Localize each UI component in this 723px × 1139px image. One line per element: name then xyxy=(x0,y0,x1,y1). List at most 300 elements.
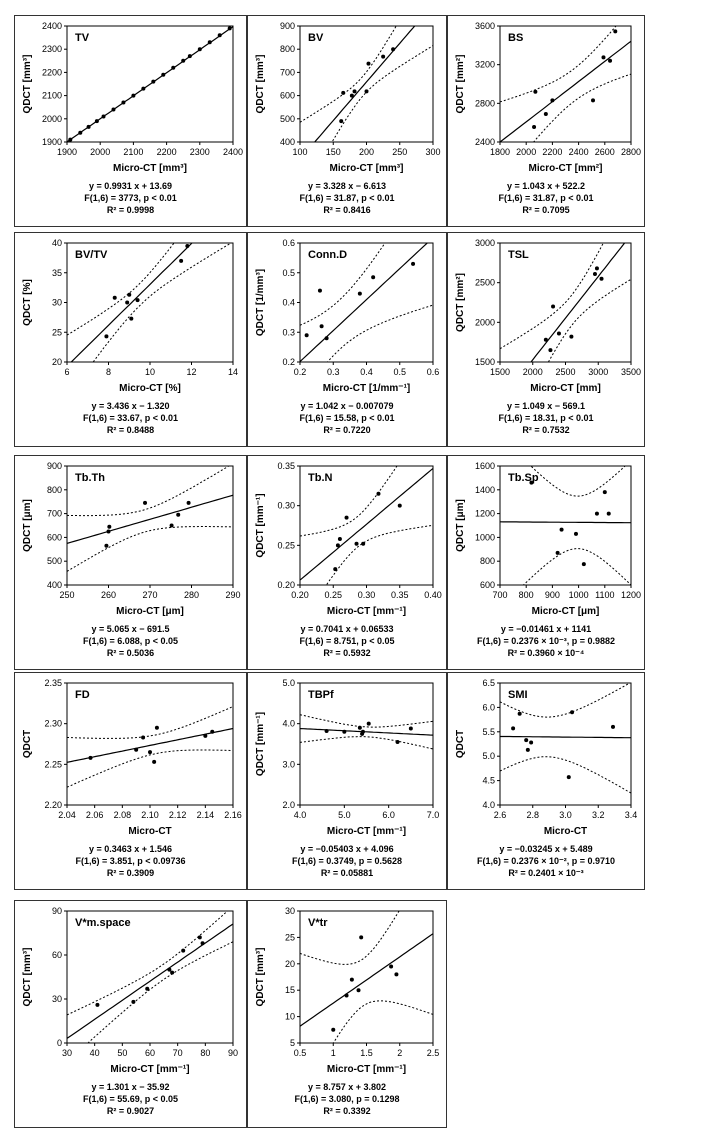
stats-eq: y = 1.049 x − 569.1 xyxy=(506,401,586,411)
data-point xyxy=(198,47,202,51)
y-tick-label: 700 xyxy=(279,67,295,78)
regression-stats xyxy=(15,400,246,436)
x-tick-label: 2200 xyxy=(542,147,563,157)
x-tick-label: 250 xyxy=(392,147,408,157)
data-point xyxy=(411,262,415,266)
data-point xyxy=(398,504,402,508)
x-tick-label: 4.0 xyxy=(293,810,307,820)
stats-f: F(1,6) = 3.080, p = 0.1298 xyxy=(294,1094,400,1104)
y-tick-label: 4.0 xyxy=(282,718,295,729)
y-tick-label: 1500 xyxy=(474,357,495,367)
x-axis-label: Micro-CT [1/mm⁻¹] xyxy=(322,383,411,394)
y-axis-label: QDCT [μm] xyxy=(455,499,466,552)
y-tick-label: 1400 xyxy=(474,484,495,495)
x-tick-label: 2.12 xyxy=(168,810,187,820)
chart-title: V*m.space xyxy=(75,917,131,929)
x-axis-label: Micro-CT [mm⁻¹] xyxy=(326,606,407,617)
stats-r2: R² = 0.3960 × 10⁻⁴ xyxy=(507,648,585,658)
x-tick-label: 2800 xyxy=(620,147,642,157)
y-tick-label: 500 xyxy=(46,556,62,567)
data-point xyxy=(582,562,586,566)
data-point xyxy=(361,730,365,734)
regression-stats xyxy=(248,1081,446,1117)
x-axis-label: Micro-CT [mm⁻¹] xyxy=(326,826,407,837)
stats-f: F(1,6) = 0.2376 × 10⁻², p = 0.9710 xyxy=(476,856,616,866)
y-tick-label: 600 xyxy=(479,580,495,590)
chart-panel xyxy=(14,232,247,447)
stats-eq: y = 0.7041 x + 0.06533 xyxy=(300,624,394,634)
confidence-band-upper xyxy=(500,8,631,102)
stats-r2: R² = 0.05881 xyxy=(320,868,374,878)
data-point xyxy=(325,729,329,733)
x-tick-label: 3.0 xyxy=(559,810,572,820)
data-point xyxy=(155,726,159,730)
y-tick-label: 800 xyxy=(46,484,62,495)
regression-stats xyxy=(15,180,246,216)
data-point xyxy=(188,54,192,58)
data-point xyxy=(591,98,595,102)
y-tick-label: 2000 xyxy=(474,317,495,328)
y-tick-label: 0.20 xyxy=(277,580,295,590)
x-tick-label: 1000 xyxy=(568,590,589,600)
y-tick-label: 1000 xyxy=(474,532,495,543)
stats-eq: y = 5.065 x − 691.5 xyxy=(91,624,170,634)
data-point xyxy=(361,542,365,546)
x-tick-label: 7.0 xyxy=(426,810,440,820)
data-point xyxy=(179,259,183,263)
y-tick-label: 3600 xyxy=(474,21,495,31)
plot-frame xyxy=(300,911,433,1043)
y-tick-label: 25 xyxy=(51,327,62,338)
x-tick-label: 800 xyxy=(518,590,534,600)
y-tick-label: 2000 xyxy=(41,113,62,124)
data-point xyxy=(396,740,400,744)
x-tick-label: 2.6 xyxy=(493,810,507,820)
stats-f: F(1,6) = 8.751, p < 0.05 xyxy=(299,636,395,646)
x-tick-label: 290 xyxy=(225,590,241,600)
data-point xyxy=(371,275,375,279)
regression-line xyxy=(300,934,433,1026)
y-tick-label: 90 xyxy=(51,906,62,916)
stats-r2: R² = 0.7220 xyxy=(323,425,371,435)
data-point xyxy=(95,1003,99,1007)
x-tick-label: 70 xyxy=(172,1048,183,1058)
data-point xyxy=(104,334,108,338)
x-tick-label: 1500 xyxy=(489,367,511,377)
x-tick-label: 0.5 xyxy=(293,1048,307,1058)
data-point xyxy=(218,33,222,37)
stats-f: F(1,6) = 33.67, p < 0.01 xyxy=(82,413,179,423)
data-point xyxy=(339,119,343,123)
y-tick-label: 2.35 xyxy=(44,678,62,688)
stats-r2: R² = 0.8488 xyxy=(106,425,155,435)
x-tick-label: 0.20 xyxy=(291,590,309,600)
data-point xyxy=(325,336,329,340)
y-tick-label: 30 xyxy=(51,994,62,1004)
data-point xyxy=(141,735,145,739)
data-point xyxy=(152,760,156,764)
data-point xyxy=(320,324,324,328)
x-tick-label: 0.6 xyxy=(426,367,440,377)
chart-panel xyxy=(247,15,447,227)
confidence-band-lower xyxy=(300,737,433,749)
x-axis-label: Micro-CT [μm] xyxy=(116,606,184,617)
y-tick-label: 1900 xyxy=(41,137,62,147)
data-point xyxy=(593,272,597,276)
data-point xyxy=(409,727,413,731)
y-axis-label: QDCT [%] xyxy=(22,279,33,326)
y-tick-label: 15 xyxy=(284,985,295,996)
y-tick-label: 6.5 xyxy=(482,678,495,688)
regression-stats xyxy=(448,623,644,659)
x-tick-label: 2.5 xyxy=(426,1048,440,1058)
y-axis-label: QDCT [1/mm³] xyxy=(255,268,266,337)
x-tick-label: 2200 xyxy=(156,147,177,157)
data-point xyxy=(208,40,212,44)
x-tick-label: 10 xyxy=(144,367,156,377)
chart-title: BV/TV xyxy=(75,249,108,261)
x-tick-label: 2000 xyxy=(90,147,111,157)
chart-title: BS xyxy=(508,32,524,44)
x-tick-label: 3000 xyxy=(588,367,609,377)
y-tick-label: 800 xyxy=(479,556,495,567)
x-tick-label: 2000 xyxy=(522,367,543,377)
data-point xyxy=(141,87,145,91)
y-tick-label: 0.5 xyxy=(282,267,295,278)
regression-line xyxy=(300,729,433,736)
data-point xyxy=(544,338,548,342)
stats-eq: y = 1.043 x + 522.2 xyxy=(506,181,586,191)
chart-title: SMI xyxy=(508,689,528,701)
x-tick-label: 2.14 xyxy=(196,810,215,820)
y-tick-label: 1200 xyxy=(474,508,495,519)
x-tick-label: 2 xyxy=(397,1048,403,1058)
x-tick-label: 250 xyxy=(59,590,75,600)
x-tick-label: 50 xyxy=(117,1048,128,1058)
y-tick-label: 0.35 xyxy=(277,461,295,471)
y-tick-label: 5.5 xyxy=(482,726,495,737)
data-point xyxy=(127,293,131,297)
x-tick-label: 700 xyxy=(492,590,508,600)
y-axis-label: QDCT [mm²] xyxy=(455,54,466,114)
stats-eq: y = 3.436 x − 1.320 xyxy=(91,401,170,411)
x-tick-label: 2300 xyxy=(189,147,210,157)
data-point xyxy=(394,972,398,976)
x-tick-label: 270 xyxy=(142,590,158,600)
x-tick-label: 2000 xyxy=(516,147,537,157)
chart-title: Tb.N xyxy=(308,472,333,484)
data-point xyxy=(350,978,354,982)
x-axis-label: Micro-CT [mm³] xyxy=(329,163,404,174)
chart-title: TV xyxy=(75,32,90,44)
y-tick-label: 2300 xyxy=(41,44,62,55)
y-axis-label: QDCT xyxy=(455,729,466,759)
chart-panel xyxy=(14,672,247,890)
data-point xyxy=(104,544,108,548)
data-point xyxy=(336,543,340,547)
data-point xyxy=(161,73,165,77)
stats-eq: y = 3.328 x − 6.613 xyxy=(307,181,387,191)
data-point xyxy=(121,101,125,105)
data-point xyxy=(611,725,615,729)
data-point xyxy=(607,512,611,516)
data-point xyxy=(113,296,117,300)
y-tick-label: 35 xyxy=(51,267,62,278)
y-tick-label: 3.0 xyxy=(282,759,295,770)
x-tick-label: 1200 xyxy=(620,590,642,600)
data-point xyxy=(376,492,380,496)
x-tick-label: 0.35 xyxy=(390,590,409,600)
data-point xyxy=(68,138,72,142)
data-point xyxy=(129,317,133,321)
regression-stats xyxy=(448,400,644,436)
data-point xyxy=(333,567,337,571)
confidence-band-upper xyxy=(300,715,433,727)
regression-line xyxy=(67,924,233,1038)
y-tick-label: 0.3 xyxy=(282,327,295,338)
regression-line xyxy=(67,495,233,543)
data-point xyxy=(338,537,342,541)
regression-stats xyxy=(448,180,644,216)
x-tick-label: 0.30 xyxy=(357,590,376,600)
y-tick-label: 1600 xyxy=(474,461,495,471)
x-tick-label: 14 xyxy=(227,367,239,377)
data-point xyxy=(358,726,362,730)
data-point xyxy=(131,1000,135,1004)
stats-f: F(1,6) = 6.088, p < 0.05 xyxy=(82,636,179,646)
x-tick-label: 280 xyxy=(183,590,200,600)
data-point xyxy=(201,941,205,945)
data-point xyxy=(533,90,537,94)
regression-stats xyxy=(15,843,246,879)
stats-eq: y = 0.9931 x + 13.69 xyxy=(88,181,173,191)
data-point xyxy=(342,730,346,734)
y-tick-label: 0.25 xyxy=(277,540,295,551)
data-point xyxy=(89,756,93,760)
data-point xyxy=(526,748,530,752)
data-point xyxy=(600,277,604,281)
y-tick-label: 2100 xyxy=(41,90,62,101)
data-point xyxy=(570,710,574,714)
chart-panel xyxy=(14,455,247,670)
x-tick-label: 2.06 xyxy=(85,810,104,820)
y-tick-label: 2.30 xyxy=(44,718,62,729)
y-tick-label: 0.2 xyxy=(282,357,295,367)
x-axis-label: Micro-CT [mm²] xyxy=(528,163,603,174)
data-point xyxy=(125,301,129,305)
x-tick-label: 2.04 xyxy=(58,810,76,820)
data-point xyxy=(357,988,361,992)
y-tick-label: 60 xyxy=(51,950,62,960)
data-point xyxy=(574,532,578,536)
data-point xyxy=(228,26,232,30)
chart-panel xyxy=(447,15,645,227)
y-tick-label: 900 xyxy=(279,21,295,31)
data-point xyxy=(569,335,573,339)
chart-title: Conn.D xyxy=(308,249,348,261)
data-point xyxy=(198,935,202,939)
data-point xyxy=(345,516,349,520)
stats-f: F(1,6) = 0.3749, p = 0.5628 xyxy=(291,856,403,866)
data-point xyxy=(532,125,536,129)
stats-f: F(1,6) = 3773, p < 0.01 xyxy=(84,193,177,203)
x-tick-label: 1100 xyxy=(595,590,615,600)
data-point xyxy=(353,89,357,93)
x-tick-label: 2400 xyxy=(568,147,589,157)
data-point xyxy=(170,524,174,528)
y-tick-label: 6.0 xyxy=(482,702,495,713)
chart-panel xyxy=(447,672,645,890)
data-point xyxy=(111,108,115,112)
x-tick-label: 0.40 xyxy=(424,590,442,600)
data-point xyxy=(355,542,359,546)
x-tick-label: 1.5 xyxy=(360,1048,373,1058)
y-tick-label: 800 xyxy=(279,44,295,55)
y-tick-label: 0.6 xyxy=(282,238,295,248)
y-tick-label: 20 xyxy=(284,958,295,969)
y-tick-label: 2500 xyxy=(474,277,495,288)
data-point xyxy=(181,949,185,953)
y-tick-label: 600 xyxy=(279,90,295,101)
y-tick-label: 400 xyxy=(279,137,295,147)
stats-f: F(1,6) = 18.31, p < 0.01 xyxy=(498,413,594,423)
data-point xyxy=(148,750,152,754)
x-tick-label: 3.4 xyxy=(624,810,638,820)
x-tick-label: 5.0 xyxy=(338,810,351,820)
data-point xyxy=(203,734,207,738)
regression-stats xyxy=(248,623,446,659)
y-tick-label: 40 xyxy=(51,238,62,248)
x-tick-label: 2600 xyxy=(594,147,615,157)
plot-frame xyxy=(67,911,233,1043)
x-tick-label: 40 xyxy=(89,1048,100,1058)
y-tick-label: 4.5 xyxy=(482,775,495,786)
y-axis-label: QDCT [mm³] xyxy=(22,54,33,114)
stats-eq: y = 8.757 x + 3.802 xyxy=(307,1082,387,1092)
plot-frame xyxy=(500,683,631,805)
stats-f: F(1,6) = 55.69, p < 0.05 xyxy=(82,1094,179,1104)
data-point xyxy=(389,964,393,968)
stats-f: F(1,6) = 31.87, p < 0.01 xyxy=(498,193,594,203)
x-tick-label: 300 xyxy=(425,147,441,157)
chart-panel xyxy=(247,900,447,1128)
y-tick-label: 2200 xyxy=(41,67,62,78)
data-point xyxy=(556,551,560,555)
chart-panel xyxy=(14,900,247,1128)
data-point xyxy=(341,91,345,95)
data-point xyxy=(331,1028,335,1032)
data-point xyxy=(134,748,138,752)
data-point xyxy=(359,935,363,939)
x-axis-label: Micro-CT xyxy=(128,826,172,837)
data-point xyxy=(318,289,322,293)
data-point xyxy=(529,741,533,745)
y-tick-label: 2400 xyxy=(41,21,62,31)
stats-eq: y = −0.01461 x + 1141 xyxy=(500,624,592,634)
x-tick-label: 3500 xyxy=(620,367,642,377)
x-tick-label: 2400 xyxy=(222,147,244,157)
data-point xyxy=(185,244,189,248)
y-tick-label: 700 xyxy=(46,508,62,519)
data-point xyxy=(366,62,370,66)
x-tick-label: 60 xyxy=(144,1048,156,1058)
stats-r2: R² = 0.5932 xyxy=(323,648,371,658)
stats-f: F(1,6) = 15.58, p < 0.01 xyxy=(299,413,395,423)
x-tick-label: 2.8 xyxy=(526,810,540,820)
data-point xyxy=(601,55,605,59)
x-tick-label: 900 xyxy=(544,590,560,600)
data-point xyxy=(595,512,599,516)
y-tick-label: 5.0 xyxy=(282,678,295,688)
regression-line xyxy=(67,27,233,142)
x-tick-label: 2.08 xyxy=(113,810,132,820)
data-point xyxy=(511,726,515,730)
regression-stats xyxy=(248,180,446,216)
chart-title: V*tr xyxy=(308,917,328,929)
confidence-band-lower xyxy=(67,527,233,572)
x-axis-label: Micro-CT xyxy=(543,826,588,837)
y-tick-label: 600 xyxy=(46,532,62,543)
regression-line xyxy=(300,468,433,580)
data-point xyxy=(524,738,528,742)
x-tick-label: 1 xyxy=(330,1048,336,1058)
data-point xyxy=(145,987,149,991)
y-tick-label: 400 xyxy=(46,580,62,590)
y-axis-label: QDCT [μm] xyxy=(22,499,33,552)
data-point xyxy=(95,119,99,123)
data-point xyxy=(518,712,522,716)
regression-line xyxy=(500,522,631,523)
data-point xyxy=(358,292,362,296)
stats-r2: R² = 0.9027 xyxy=(106,1106,155,1116)
data-point xyxy=(345,993,349,997)
data-point xyxy=(102,114,106,118)
regression-line xyxy=(300,5,433,159)
data-point xyxy=(544,112,548,116)
chart-title: BV xyxy=(308,32,324,44)
stats-r2: R² = 0.3909 xyxy=(106,868,155,878)
confidence-band-lower xyxy=(67,750,233,787)
y-axis-label: QDCT [mm³] xyxy=(22,947,33,1007)
regression-stats xyxy=(248,843,446,879)
y-tick-label: 2400 xyxy=(474,137,495,147)
x-axis-label: Micro-CT [μm] xyxy=(531,606,600,617)
data-point xyxy=(567,775,571,779)
chart-panel xyxy=(247,232,447,447)
chart-panel xyxy=(247,672,447,890)
chart-panel xyxy=(247,455,447,670)
y-tick-label: 0.4 xyxy=(282,297,295,308)
stats-eq: y = 1.301 x − 35.92 xyxy=(91,1082,170,1092)
stats-eq: y = 1.042 x − 0.007079 xyxy=(300,401,394,411)
x-tick-label: 12 xyxy=(186,367,197,377)
data-point xyxy=(136,298,140,302)
chart-panel xyxy=(447,232,645,447)
data-point xyxy=(87,125,91,129)
data-point xyxy=(551,304,555,308)
data-point xyxy=(143,501,147,505)
x-tick-label: 2.16 xyxy=(224,810,242,820)
x-tick-label: 0.4 xyxy=(360,367,373,377)
regression-stats xyxy=(15,1081,246,1117)
stats-r2: R² = 0.9998 xyxy=(106,205,155,215)
x-tick-label: 2500 xyxy=(555,367,576,377)
x-tick-label: 2.10 xyxy=(141,810,159,820)
data-point xyxy=(210,730,214,734)
y-tick-label: 500 xyxy=(279,113,295,124)
y-axis-label: QDCT [mm⁻¹] xyxy=(255,711,266,777)
y-tick-label: 2.0 xyxy=(282,800,295,810)
